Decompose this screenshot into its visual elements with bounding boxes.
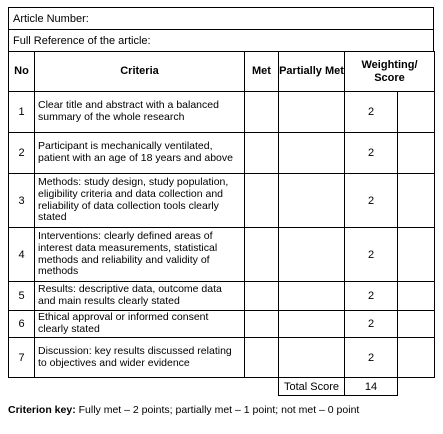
weighting-cell: 2 (345, 282, 398, 311)
weighting-cell: 2 (345, 311, 398, 338)
header-criteria: Criteria (35, 52, 245, 92)
met-cell[interactable] (245, 311, 279, 338)
full-reference-row (8, 29, 434, 51)
row-number: 4 (9, 228, 35, 282)
table-row (9, 133, 435, 174)
row-criteria: Discussion: key results discussed relating to objectives and wider evidence (35, 338, 245, 378)
header-weighting-score: Weighting/ Score (345, 52, 435, 92)
met-cell[interactable] (245, 133, 279, 174)
row-number: 7 (9, 338, 35, 378)
article-number-label: Article Number: (13, 12, 89, 25)
met-cell[interactable] (245, 92, 279, 133)
weighting-cell: 2 (345, 92, 398, 133)
total-score-row (9, 378, 435, 396)
criterion-key-text: Fully met – 2 points; partially met – 1 point; not met – 0 point (75, 404, 360, 416)
full-reference-label: Full Reference of the article: (13, 34, 151, 47)
score-cell[interactable] (398, 133, 435, 174)
row-criteria: Interventions: clearly defined areas of interest data measurements, statistical methods and reliability and validity of methods (35, 228, 245, 282)
table-row (9, 228, 435, 282)
partially-met-cell[interactable] (279, 174, 345, 228)
header-no: No (9, 52, 35, 92)
row-number: 3 (9, 174, 35, 228)
score-cell[interactable] (398, 174, 435, 228)
criteria-table (8, 51, 435, 396)
score-cell[interactable] (398, 311, 435, 338)
partially-met-cell[interactable] (279, 338, 345, 378)
row-criteria: Methods: study design, study population, eligibility criteria and data collection and reliability of data collection tools clearly stated (35, 174, 245, 228)
table-row (9, 338, 435, 378)
partially-met-cell[interactable] (279, 228, 345, 282)
article-number-row (8, 7, 434, 29)
met-cell[interactable] (245, 228, 279, 282)
criterion-key (8, 404, 359, 416)
row-number: 2 (9, 133, 35, 174)
row-criteria: Ethical approval or informed consent clearly stated (35, 311, 245, 338)
weighting-cell: 2 (345, 228, 398, 282)
table-row (9, 311, 435, 338)
table-row (9, 92, 435, 133)
partially-met-cell[interactable] (279, 92, 345, 133)
score-cell[interactable] (398, 92, 435, 133)
weighting-cell: 2 (345, 338, 398, 378)
total-score-label: Total Score (279, 378, 345, 396)
table-row (9, 282, 435, 311)
weighting-cell: 2 (345, 133, 398, 174)
criterion-key-label: Criterion key: (8, 404, 76, 416)
score-cell[interactable] (398, 282, 435, 311)
met-cell[interactable] (245, 174, 279, 228)
total-score-value: 14 (345, 378, 398, 396)
appraisal-form (8, 7, 434, 396)
partially-met-cell[interactable] (279, 311, 345, 338)
met-cell[interactable] (245, 282, 279, 311)
header-partially-met: Partially Met (279, 52, 345, 92)
header-met: Met (245, 52, 279, 92)
table-row (9, 174, 435, 228)
table-header-row (9, 52, 435, 92)
score-cell[interactable] (398, 228, 435, 282)
row-number: 1 (9, 92, 35, 133)
weighting-cell: 2 (345, 174, 398, 228)
met-cell[interactable] (245, 338, 279, 378)
partially-met-cell[interactable] (279, 282, 345, 311)
row-number: 6 (9, 311, 35, 338)
row-criteria: Results: descriptive data, outcome data and main results clearly stated (35, 282, 245, 311)
row-number: 5 (9, 282, 35, 311)
row-criteria: Clear title and abstract with a balanced summary of the whole research (35, 92, 245, 133)
partially-met-cell[interactable] (279, 133, 345, 174)
score-cell[interactable] (398, 338, 435, 378)
row-criteria: Participant is mechanically ventilated, patient with an age of 18 years and above (35, 133, 245, 174)
